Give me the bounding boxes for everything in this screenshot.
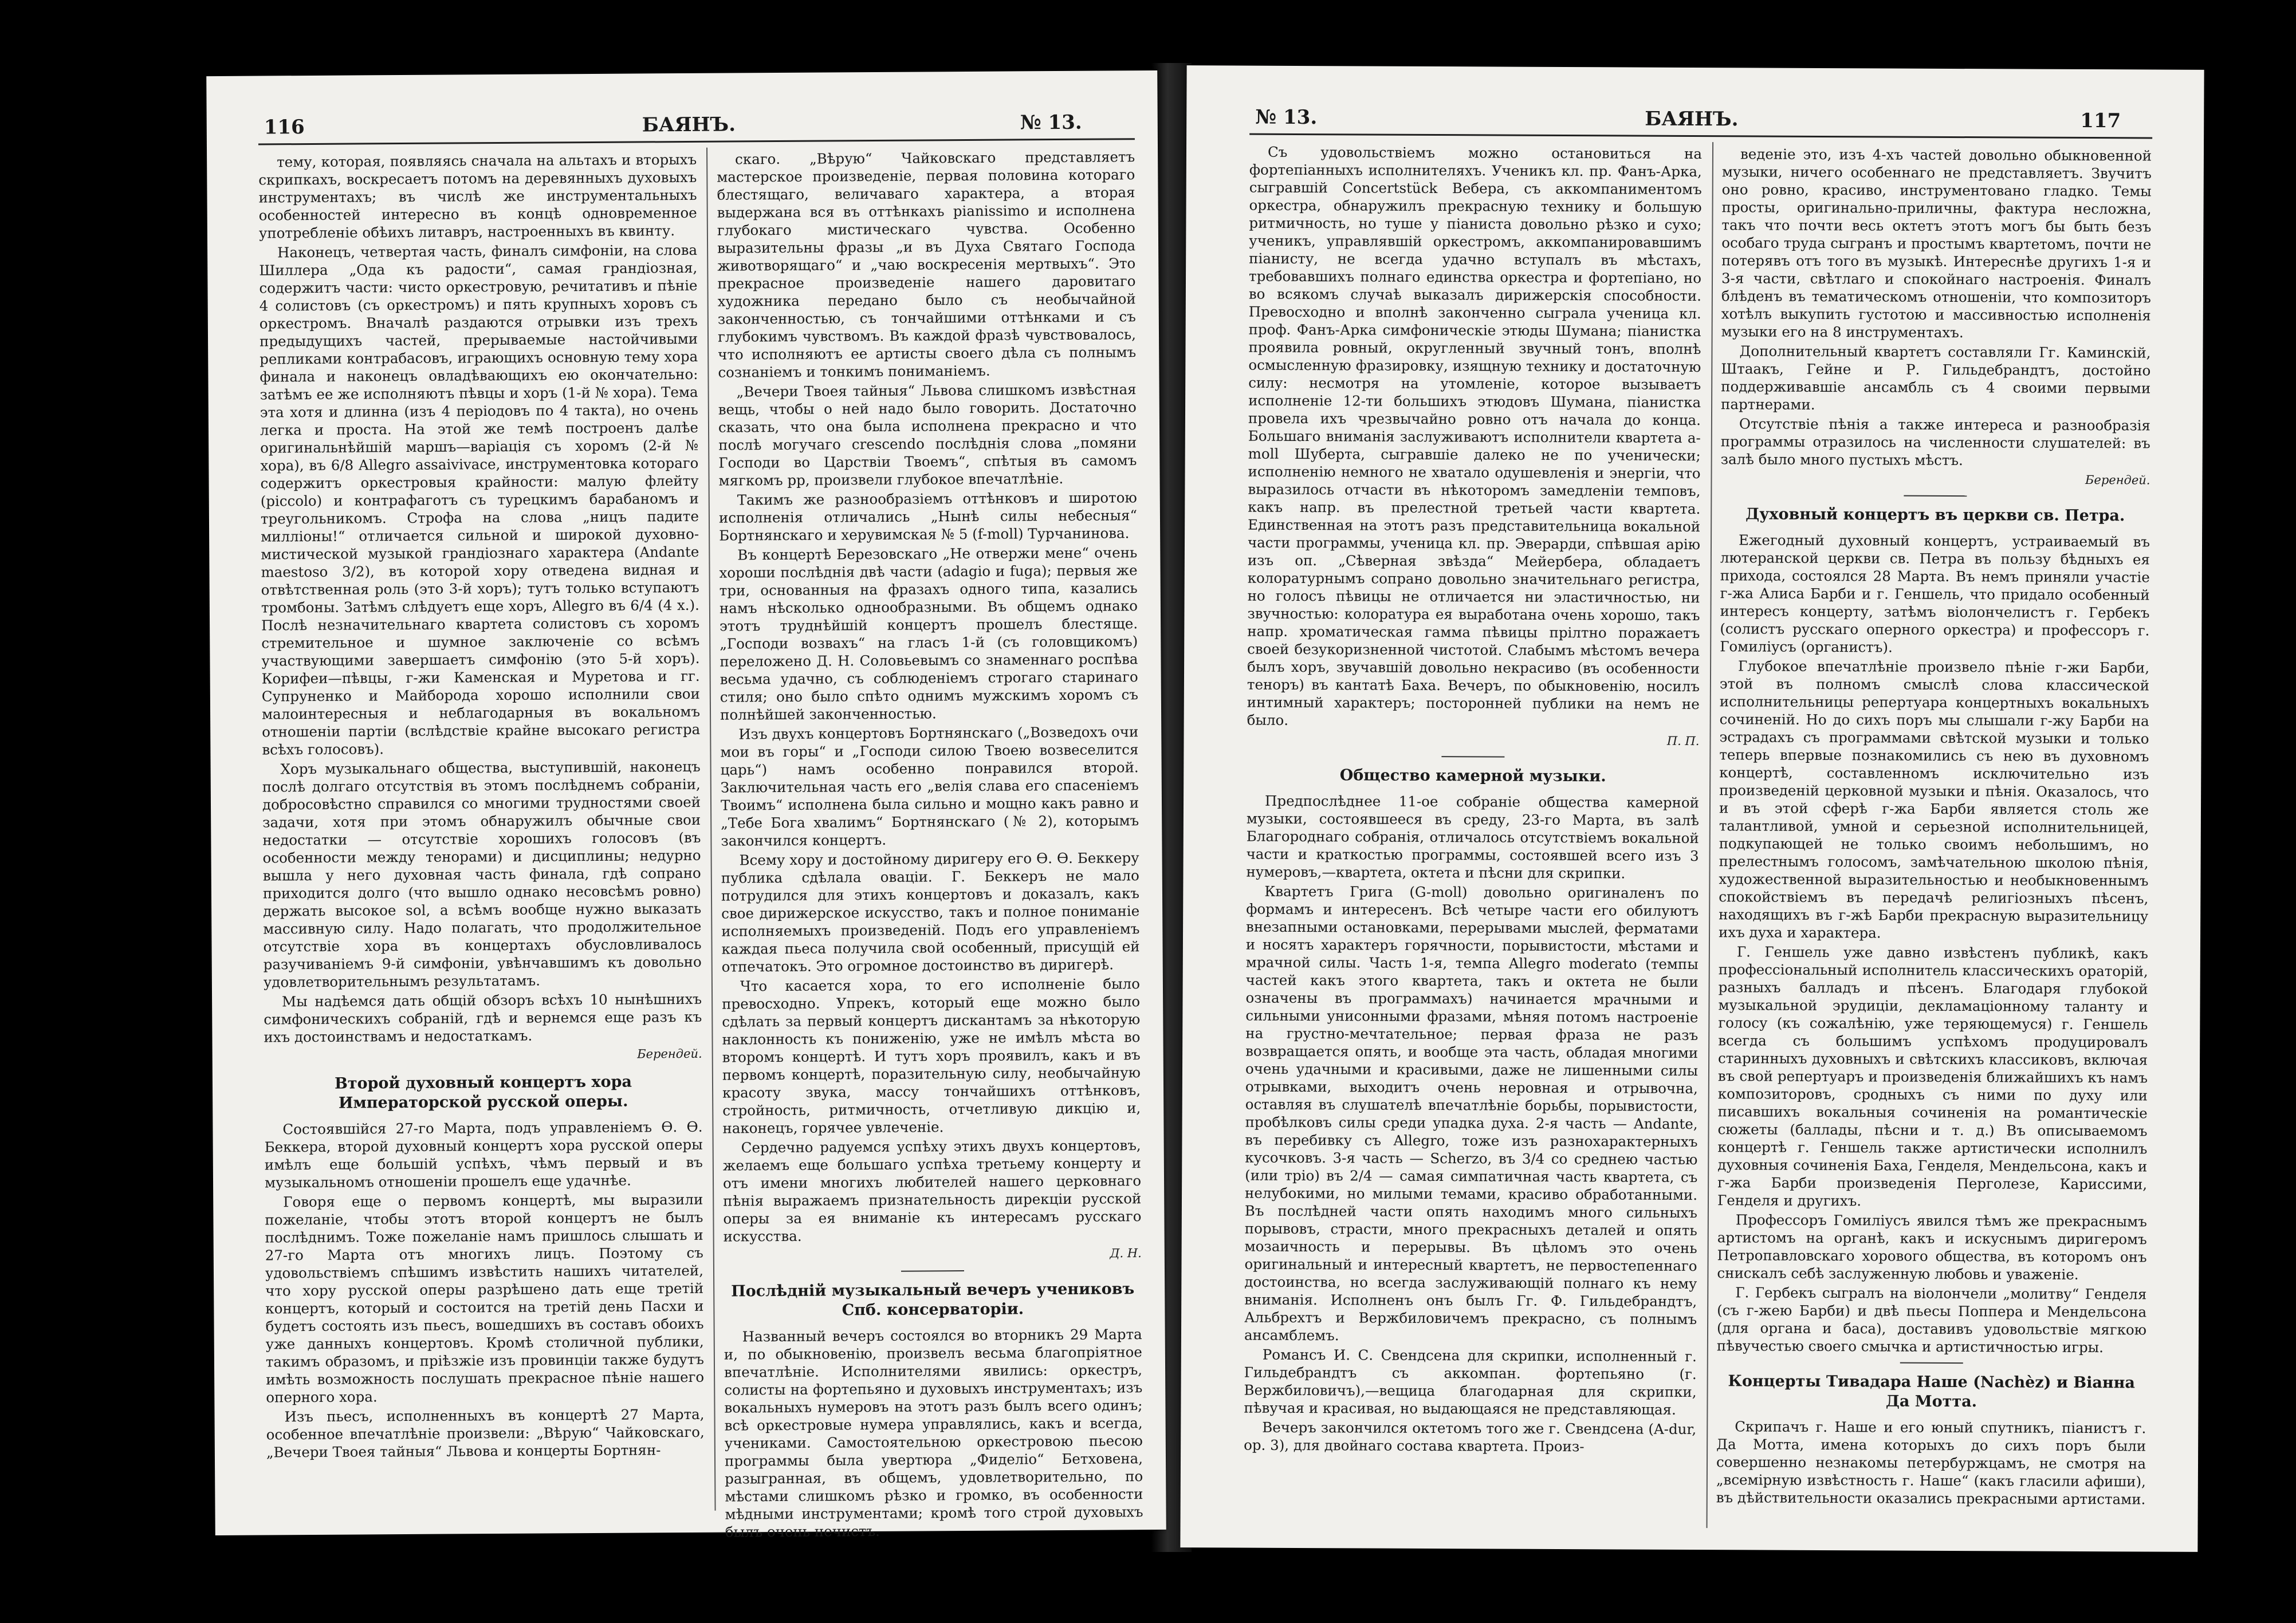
section-separator [1441, 756, 1504, 757]
journal-title: БАЯНЪ. [1645, 107, 1739, 131]
article-paragraph: Говоря еще о первомъ концертѣ, мы выразили пожеланіе, чтобы этотъ второй концертъ не былъ послѣднимъ. Тоже пожеланіе намъ пришлось слышать и 27-го Марта отъ многихъ лицъ. Поэтому съ удовольствіемъ спѣшимъ извѣстить нашихъ читателей, что хору русской оперы разрѣшено дать еще третій концертъ, который и состоится на третій день Пасхи и будетъ состоять изъ пьесъ, вошедшихъ въ составъ обоихъ уже данныхъ концертовъ. Кромѣ столичной публики, такимъ образомъ, и пріѣзжіе изъ провинціи также будутъ имѣть возможность послушать прекрасное пѣніе нашего оперного хора. [265, 1191, 705, 1406]
left-column-1 [258, 151, 705, 1522]
article-paragraph: Съ удовольствіемъ можно остановиться на фортепіанныхъ исполнителяхъ. Ученикъ кл. пр. Фанъ-Арка, сыгравшій Concertstück Вебера, съ аккомпаниментомъ оркестра, обнаружилъ прекрасную технику и большую ритмичность, но туше у піаниста довольно рѣзко и сухо; ученикъ, управлявшій оркестромъ, аккомпанировавшимъ піанисту, не всегда удачно вступалъ въ мѣстахъ, требовавшихъ полнаго единства оркестра и фортепіано, но во всякомъ случаѣ выказалъ дирижерскія способности. Превосходно и вполнѣ законченно сыграла ученица кл. проф. Фанъ-Арка симфоническіе этюды Шумана; піанистка проявила ровный, округленный звучный тонъ, вполнѣ осмысленную фразировку, изящную технику и достаточную силу: несмотря на утомленіе, которое вызываетъ исполненіе 12-ти большихъ этюдовъ Шумана, піанистка провела ихъ чрезвычайно ровно отъ начала до конца. Большаго вниманія заслуживаютъ исполнители квартета a-moll Шуберта, сыгравшіе далеко не по ученически; исполненію немного не хватало одушевленія и энергіи, что выразилось отчасти въ нѣкоторомъ замедленіи темповъ, какъ напр. въ прелестной третьей части квартета. Единственная на этотъ разъ представительница вокальной части программы, ученица кл. пр. Эверарди, спѣвшая арію изъ оп. „Сѣверная звѣзда“ Мейербера, обладаетъ колоратурнымъ сопрано довольно значительнаго регистра, но голосъ пѣвицы не отличается ни эластичностью, ни звучностью: колоратура ея выработана очень хорошо, такъ напр. хроматическая гамма пѣвицы прілтно поражаетъ своей безукоризненной чистотой. Слабымъ мѣстомъ вечера былъ хоръ, звучавшій довольно некрасиво (въ особенности теноръ) въ кантатѣ Баха. Вечеръ, по обыкновенію, носилъ интимный характеръ; посторонней публики на немъ не было. [1247, 143, 1703, 728]
article-paragraph: Г. Геншель уже давно извѣстенъ публикѣ, какъ профессіональный исполнитель классическихъ ораторій, разныхъ балладъ и пѣсенъ. Благодаря глубокой музыкальной эрудиціи, декламаціонному таланту и голосу (къ сожалѣнію, уже теряющемуся) г. Геншель всегда съ большимъ успѣхомъ продуцировалъ старинныхъ духовныхъ и свѣтскихъ классиковъ, включая въ свой репертуаръ и произведенія ближайшихъ къ намъ композиторовъ, сродныхъ съ ними по духу или писавшихъ вокальныя сочиненія на романтическіе сюжеты (баллады, пѣсни и т. д.) Въ описываемомъ концертѣ г. Геншель также артистически исполнилъ духовныя сочиненія Баха, Генделя, Мендельсона, какъ и г-жа Барби произведенія Перголезе, Кариссими, Генделя и другихъ. [1717, 943, 2148, 1210]
issue-number: № 13. [1255, 105, 1318, 129]
article-paragraph: Скрипачъ г. Наше и его юный спутникъ, піанистъ г. Да Мотта, имена которыхъ до сихъ поръ были совершенно незнакомы петербуржцамъ, не смотря на „всемірную извѣстность г. Наше“ (какъ гласили афиши), въ дѣйствительности оказались прекрасными артистами. [1716, 1418, 2146, 1508]
article-paragraph: Дополнительный квартетъ составляли Гг. Каминскій, Штаакъ, Гейне и Р. Гильдебрандтъ, достойно поддерживавшіе ансамбль съ 4 своими первыми партнерами. [1721, 342, 2151, 413]
left-column-2 [717, 148, 1143, 1541]
column-divider [1707, 142, 1714, 1528]
article-heading: Духовный концертъ въ церкви св. Петра. [1745, 505, 2125, 525]
article-paragraph: Романсъ И. С. Свендсена для скрипки, исполненный г. Гильдебрандтъ съ аккомпан. фортепьяно (г. Вержбиловичъ),—вещица благодарная для скрипки, пѣвучая и красивая, но выдающаяся не представляющая. [1244, 1346, 1697, 1418]
article-heading: Концерты Тивадара Наше (Nachèz) и Віанна Да Мотта. [1728, 1372, 2135, 1411]
article-paragraph: Профессоръ Гомиліусъ явился тѣмъ же прекраснымъ артистомъ на органѣ, какъ и искуснымъ диригеромъ Петропавловскаго хорового общества, въ которомъ онъ снискалъ себѣ заслуженную любовь и уваженіе. [1717, 1211, 2147, 1283]
section-separator [901, 1270, 964, 1272]
page-number-116: 116 [264, 116, 305, 139]
journal-title: БАЯНЪ. [642, 113, 736, 137]
article-paragraph: Названный вечеръ состоялся во вторникъ 29 Марта и, по обыкновенію, произвелъ весьма благопріятное впечатлѣніе. Исполнителями явились: оркестръ, солисты на фортепьяно и духовыхъ инструментахъ; изъ вокальныхъ нумеровъ на этотъ разъ былъ всего одинъ; всѣ оркестровые нумера управлялись, какъ и всегда, учениками. Самостоятельною оркестровою пьесою программы была увертюра „Фиделіо“ Бетховена, разыгранная, въ общемъ, удовлетворительно, по мѣстами слишкомъ рѣзко и громко, въ особенности мѣдными инструментами; кромѣ того строй духовыхъ былъ очень нечистъ. [724, 1326, 1143, 1541]
article-paragraph: скаго. „Вѣрую“ Чайковскаго представляетъ мастерское произведеніе, первая половина котораго блестящаго, величаваго характера, а вторая выдержана вся въ оттѣнкахъ pianissimo и исполнена глубокаго мистическаго чувства. Особенно выразительны фразы „и въ Духа Святаго Господа животворящаго“ и „чаю воскресенія мертвыхъ“. Это прекрасное произведеніе нашего даровитаго художника передано было съ необычайной законченностью, съ тончайшими оттѣнками и съ глубокимъ чувствомъ. Въ каждой фразѣ чувствовалось, что исполняютъ ее артисты своего дѣла съ полнымъ сознаніемъ и тонкимъ пониманіемъ. [717, 148, 1137, 381]
article-heading: Второй духовный концертъ хора Императорской русской оперы. [334, 1073, 632, 1112]
article-paragraph: Ежегодный духовный концертъ, устраиваемый въ лютеранской церкви св. Петра въ пользу бѣдныхъ ея прихода, состоялся 28 Марта. Въ немъ приняли участіе г-жа Алиса Барби и г. Геншель, что придало особенный интересъ концерту, затѣмъ віолончелистъ г. Гербекъ (солистъ русскаго оперного оркестра) и профессоръ г. Гомилiусъ (органистъ). [1720, 531, 2150, 656]
article-heading: Общество камерной музыки. [1339, 766, 1606, 786]
article-paragraph: Отсутствіе пѣнія а также интереса и разнообразія программы отразилось на численности слушателей: въ залѣ было много пустыхъ мѣстъ. [1720, 415, 2150, 469]
article-paragraph: Мы надѣемся дать общій обзоръ всѣхъ 10 нынѣшнихъ симфоническихъ собраній, гдѣ и вернемся еще разъ къ ихъ достоинствамъ и недостаткамъ. [264, 990, 702, 1046]
section-separator [1904, 495, 1967, 497]
article-heading: Послѣдній музыкальный вечеръ учениковъ Спб. консерваторіи. [731, 1280, 1135, 1319]
article-paragraph: Наконецъ, четвертая часть, финалъ симфоніи, на слова Шиллера „Ода къ радости“, самая грандіозная, содержитъ части: чисто оркестровую, речитативъ и пѣніе 4 солистовъ (съ оркестромъ) и пять крупныхъ хоровъ съ оркестромъ. Вначалѣ раздаются отрывки изъ трехъ предыдущихъ частей, прерываемые настойчивыми репликами контрабасовъ, играющихъ основную тему хора финала и наконецъ овладѣвающихъ ею окончательно: затѣмъ ее же исполняютъ пѣвцы и хоръ (1-й № хора). Тема эта хотя и длинна (изъ 4 періодовъ по 4 такта), но очень легка и проста. На этой же темѣ построенъ далѣе оригинальнѣйшій маршъ—варіація съ хоромъ (2-й № хора), въ 6/8 Allegro assaivivace, инструментовка котораго содержитъ оркестровыя крайности: малую флейту (piccolo) и контрафаготъ съ турецкимъ барабаномъ и треугольникомъ. Строфа на слова „ницъ падите милліоны!“ отличается сильной и широкой духовно-мистической музыкой грандіознаго характера (Andante maestoso 3/2), въ которой хору отведена видная и отвѣтственная роль (это 3-й хоръ); тутъ только вступаютъ тромбоны. Затѣмъ слѣдуетъ еще хоръ, Allegro въ 6/4 (4 х.). Послѣ незначительнаго квартета солистовъ съ хоромъ стремительное и шумное заключеніе со всѣмъ участвующими завершаетъ симфонію (это 5-й хоръ). Корифеи—пѣвцы, г-жи Каменская и Муретова и гг. Супруненко и Майборода хорошо исполнили свои малоинтересныя и неблагодарныя въ вокальномъ отношеніи партіи (вслѣдствіе крайне высокаго регистра всѣхъ голосовъ). [259, 241, 701, 758]
left-page [206, 70, 1166, 1541]
article-paragraph: тему, которая, появляясь сначала на альтахъ и вторыхъ скрипкахъ, воскресаетъ потомъ на деревянныхъ духовыхъ инструментахъ; въ числѣ же инструментальныхъ особенностей интересно въ концѣ одновременное употребленіе обѣихъ литавръ, настроенныхъ въ квинту. [258, 151, 697, 242]
article-paragraph: Хоръ музыкальнаго общества, выступившій, наконецъ послѣ долгаго отсутствія въ этомъ послѣднемъ собраніи, добросовѣстно справился со многими трудностями своей задачи, хотя при этомъ обнаружилъ обычные свои недостатки — отсутствіе хорошихъ голосовъ (въ особенности между тенорами) и дисциплины; недурно вышла у него духовная часть финала, гдѣ сопрано приходится долго (что вышло однако несовсѣмъ ровно) держать высокое sol, а всѣмъ вообще нужно выказать массивную силу. Надо полагать, что продолжительное отсутствіе хора въ концертахъ обусловливалось разучиваніемъ 9-й симфоніи, увѣнчавшимъ къ довольно удовлетворительнымъ результатамъ. [262, 758, 702, 991]
column-divider [706, 148, 716, 1511]
article-paragraph: Изъ пьесъ, исполненныхъ въ концертѣ 27 Марта, особенное впечатлѣніе произвели: „Вѣрую“ Чайковскаго, „Вечери Твоея тайныя“ Львова и концерты Бортнян- [266, 1405, 705, 1461]
page-number-117: 117 [2080, 109, 2121, 133]
article-paragraph: Г. Гербекъ сыгралъ на віолончели „молитву“ Генделя (съ г-жею Барби) и двѣ пьесы Поппера и Мендельсона (для органа и баса), доставивъ удовольствіе мягкою пѣвучестью своего смычка и артистичностью игры. [1716, 1284, 2147, 1356]
right-column-1 [1244, 143, 1703, 1531]
article-paragraph: Вечеръ закончился октетомъ того же г. Свендсена (A-dur, op. 3), для двойнаго состава квартета. Произ- [1244, 1419, 1697, 1455]
article-paragraph: Квартетъ Грига (G-moll) довольно оригиналенъ по формамъ и интересенъ. Всѣ четыре части его обилуютъ внезапными остановками, перерывами мыслей, ферматами и носятъ характеръ горячности, порывистости, мѣстами и мрачной силы. Часть 1-я, темпа Allegro moderato (темпы частей какъ этого квартета, такъ и октета не были означены въ программахъ) начинается мрачными и сильными унисонными фразами, мѣняя потомъ настроеніе на грустно-мечтательное; первая фраза не разъ возвращается опять, и вообще эта часть, обладая многими очень удачными и красивыми, даже не лишенными силы отрывками, выходитъ очень неровная и отрывочна, оставляя въ слушателѣ впечатлѣніе борьбы, порывистости, пробѣлковъ силы среди упадка духа. 2-я часть — Andante, въ перебивку съ Allegro, тоже изъ разнохарактерныхъ кусочковъ. 3-я часть — Scherzo, въ 3/4 со среднею частью (или тріо) въ 2/4 — самая симпатичная часть квартета, съ нелубокими, но милыми темами, красиво обработанными. Въ послѣдней части опять находимъ много сильныхъ порывовъ, страсти, много прекрасныхъ деталей и опять мозаичность и перерывы. Въ цѣломъ это очень оригинальный и интересный квартетъ, не первостепеннаго достоинства, но всегда заслуживающій полнаго къ нему вниманія. Исполненъ онъ былъ Гг. Ф. Гильдебрандтъ, Альбрехтъ и Вержбиловичемъ прекрасно, съ полнымъ ансамблемъ. [1244, 883, 1699, 1344]
article-paragraph: Такимъ же разнообразіемъ оттѣнковъ и широтою исполненія отличались „Нынѣ силы небесныя“ Бортнянскаго и херувимская № 5 (f-moll) Турчанинова. [718, 489, 1138, 544]
issue-number: № 13. [1020, 111, 1082, 135]
article-paragraph: Что касается хора, то его исполненіе было превосходно. Упрекъ, который еще можно было сдѣлать за первый концертъ дискантамъ за нѣкоторую наклонность къ пониженію, уже не имѣлъ мѣста во второмъ концертѣ. И тутъ хоръ проявилъ, какъ и въ первомъ концертѣ, поразительную силу, необычайную красоту звука, массу тончайшихъ оттѣнковъ, стройность, ритмичность, отчетливую дикцію и, наконецъ, горячее увлеченіе. [722, 975, 1141, 1137]
author-signature: Д. Н. [1110, 1246, 1142, 1260]
article-paragraph: „Вечери Твоея тайныя“ Львова слишкомъ извѣстная вещь, чтобы о ней надо было говорить. Достаточно сказать, что она была исполнена прекрасно и что послѣ могучаго crescendo послѣднія слова „помяни Господи во Царствіи Твоемъ“, спѣтыя въ самомъ мягкомъ pp, произвели глубокое впечатлѣніе. [718, 381, 1137, 489]
author-signature: Берендей. [637, 1046, 702, 1061]
right-column-2 [1716, 145, 2152, 1533]
article-paragraph: Состоявшійся 27-го Марта, подъ управленіемъ Ѳ. Ѳ. Беккера, второй духовный концертъ хора русской оперы имѣлъ еще большій успѣхъ, чѣмъ первый и въ музыкальномъ отношеніи прошелъ еще удачнѣе. [264, 1118, 703, 1191]
article-paragraph: Предпослѣднее 11-ое собраніе общества камерной музыки, состоявшееся въ среду, 23-го Марта, въ залѣ Благороднаго собранія, отличалось отсутствіемъ вокальной части и краткостью программы, состоявшей всего изъ 3 нумеровъ,—квартета, октета и пѣсни для скрипки. [1246, 792, 1700, 882]
article-paragraph: Изъ двухъ концертовъ Бортнянскаго („Возведохъ очи мои въ горы“ и „Господи силою Твоею возвеселится царь“) намъ особенно понравился второй. Заключительная часть его „велія слава его спасеніемъ Твоимъ“ исполнена была сильно и мощно какъ равно и „Тебе Бога хвалимъ“ Бортнянскаго (№ 2), которымъ закончился концертъ. [720, 723, 1139, 849]
article-paragraph: Всему хору и достойному диригеру его Ѳ. Ѳ. Беккеру публика сдѣлала оваціи. Г. Беккеръ не мало потрудился для этихъ концертовъ и доказалъ, какъ свое дирижерское искусство, такъ и полное пониманіе исполняемыхъ произведеній. Подъ его управленіемъ каждая пьеса получила свой особенный, присущій ей отпечатокъ. Это огромное достоинство въ диригерѣ. [721, 849, 1140, 975]
article-paragraph: Глубокое впечатлѣніе произвело пѣніе г-жи Барби, этой въ полномъ смыслѣ слова классической исполнительницы репертуара концертныхъ вокальныхъ сочиненій. Но до сихъ поръ мы слышали г-жу Барби на эстрадахъ съ программами свѣтской музыки и только теперь впервые познакомились съ нею въ духовномъ концертѣ, составленномъ исключительно изъ произведеній церковной музыки и пѣнія. Оказалось, что и въ этой сферѣ г-жа Барби является столь же талантливой, умной и серьезной исполнительницей, подкупающей не только своимъ небольшимъ, но прелестнымъ голосомъ, замѣчательною школою пѣнія, художественной выразительностью и необыкновеннымъ спокойствіемъ въ передачѣ религіозныхъ пѣсенъ, находящихъ въ г-жѣ Барби прекрасную выразительницу ихъ духа и характера. [1718, 657, 2150, 942]
article-paragraph: Въ концертѣ Березовскаго „Не отвержи мене“ очень хороши послѣднія двѣ части (adagio и fuga); первыя же три, основанныя на фразахъ одного типа, казались намъ нѣсколько однообразными. Въ общемъ однако этотъ труднѣйшій концертъ прошелъ блестяще. „Господи возвахъ“ на гласъ 1-й (съ головщикомъ) переложено Д. Н. Соловьевымъ со знаменнаго роспѣва весьма удачно, съ соблюденіемъ строгаго старинаго стиля; оно было спѣто однимъ мужскимъ хоромъ съ полнѣйшей законченностью. [719, 544, 1138, 723]
article-paragraph: Сердечно радуемся успѣху этихъ двухъ концертовъ, желаемъ еще большаго успѣха третьему концерту и отъ имени многихъ любителей нашего церковнаго пѣнія выражаемъ признательность дирекціи русской оперы за ея вниманіе къ интересамъ русскаго искусства. [722, 1137, 1142, 1245]
author-signature: Берендей. [2085, 472, 2150, 487]
section-separator [1900, 1362, 1963, 1364]
author-signature: П. П. [1666, 734, 1700, 749]
article-paragraph: веденіе это, изъ 4-хъ частей довольно обыкновенной музыки, ничего особеннаго не представляетъ. Звучитъ оно ровно, красиво, инструментовано гладко. Темы просты, оригинально-приличны, фактура несложна, такъ что почти весь октетъ этотъ могъ бы быть безъ особаго труда сыгранъ и простымъ квартетомъ, почти не потерявъ отъ того въ музыкѣ. Интереснѣе другихъ 1-я и 3-я части, свѣтлаго и спокойнаго настроенія. Финалъ блѣденъ въ тематическомъ отношеніи, что композиторъ хотѣлъ выкупить густотою и массивностью исполненія музыки его на 8 инструментахъ. [1721, 145, 2152, 341]
right-page [1180, 65, 2204, 1552]
